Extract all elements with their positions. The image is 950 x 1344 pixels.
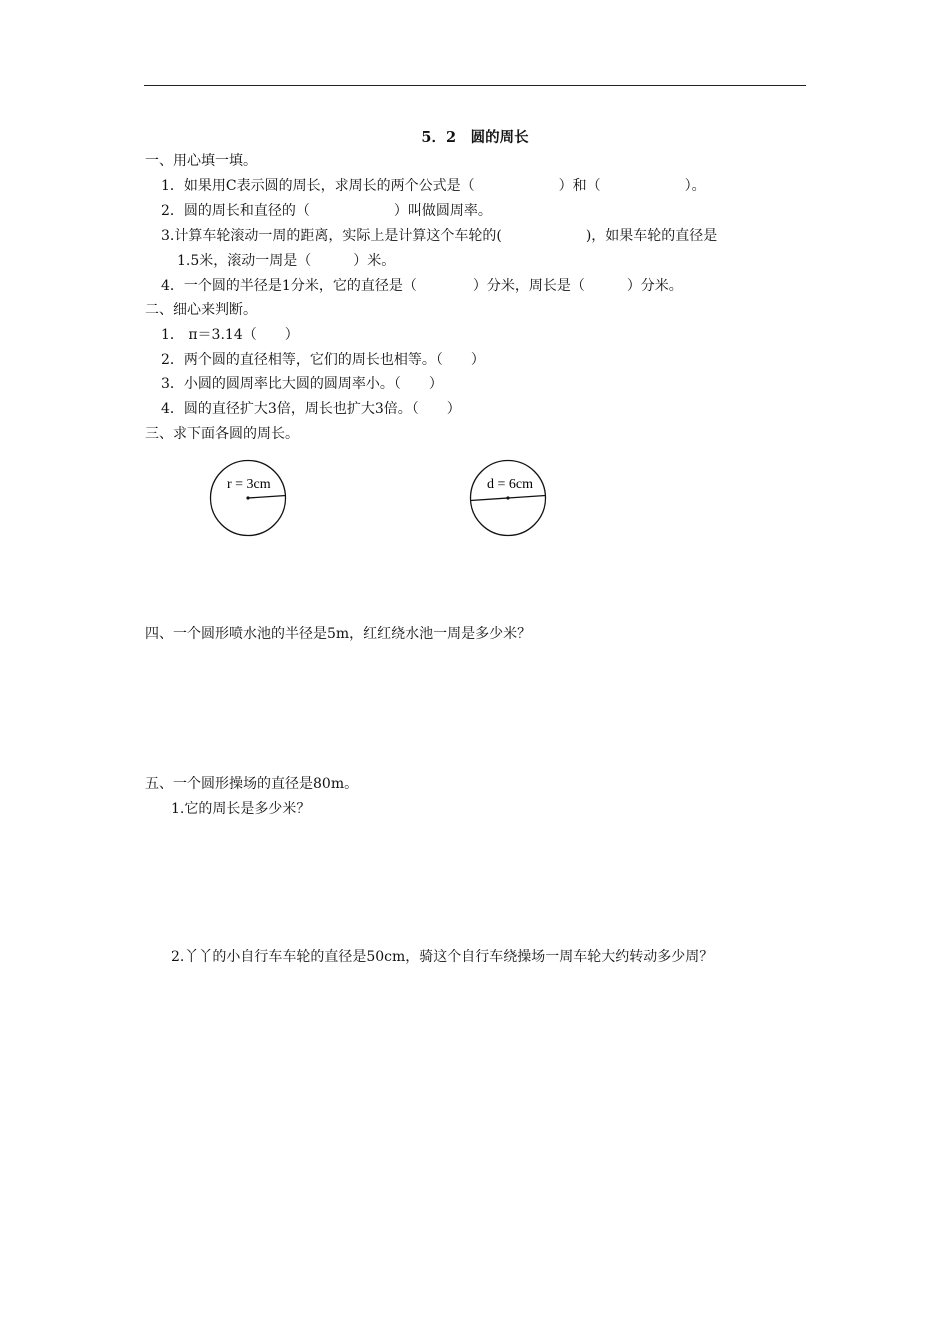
section3-heading: 三、求下面各圆的周长。 — [145, 426, 299, 442]
section2-question-4: 4．圆的直径扩大3倍，周长也扩大3倍。（ ） — [161, 401, 461, 417]
circle-center-dot — [506, 496, 509, 499]
circle1-label: r = 3cm — [227, 477, 271, 492]
circle-diameter-svg — [466, 456, 556, 540]
section2-heading: 二、细心来判断。 — [145, 302, 257, 318]
header-rule — [144, 85, 806, 86]
section1-question-4: 4．一个圆的半径是1分米，它的直径是（ ）分米，周长是（ ）分米。 — [161, 278, 683, 294]
section5-question-1: 1.它的周长是多少米？ — [171, 801, 311, 817]
circle-diameter-figure — [466, 456, 556, 540]
section5-question-2: 2.丫丫的小自行车车轮的直径是50cm，骑这个自行车绕操场一周车轮大约转动多少周？ — [171, 949, 714, 965]
section1-question-3-line2: 1.5米，滚动一周是（ ）米。 — [177, 253, 396, 269]
circle-radius-figure — [205, 456, 295, 540]
circle-radius-svg — [205, 456, 295, 540]
page-title: 5．2 圆的周长 — [421, 129, 529, 146]
section2-question-3: 3．小圆的圆周率比大圆的圆周率小。（ ） — [161, 376, 443, 392]
circle2-label: d = 6cm — [487, 477, 533, 492]
section1-question-2: 2．圆的周长和直径的（ ）叫做圆周率。 — [161, 203, 492, 219]
section2-question-2: 2．两个圆的直径相等，它们的周长也相等。（ ） — [161, 352, 485, 368]
radius-line — [248, 496, 286, 499]
section4-heading: 四、一个圆形喷水池的半径是5m，红红绕水池一周是多少米？ — [145, 626, 532, 642]
section5-heading: 五、一个圆形操场的直径是80m。 — [145, 776, 359, 792]
section1-heading: 一、用心填一填。 — [145, 153, 257, 169]
section2-question-1: 1． π＝3.14（ ） — [161, 327, 299, 343]
circle-center-dot — [246, 496, 249, 499]
section1-question-3-line1: 3.计算车轮滚动一周的距离，实际上是计算这个车轮的( )，如果车轮的直径是 — [161, 228, 718, 244]
section1-question-1: 1．如果用C表示圆的周长，求周长的两个公式是（ ）和（ ）。 — [161, 178, 706, 194]
